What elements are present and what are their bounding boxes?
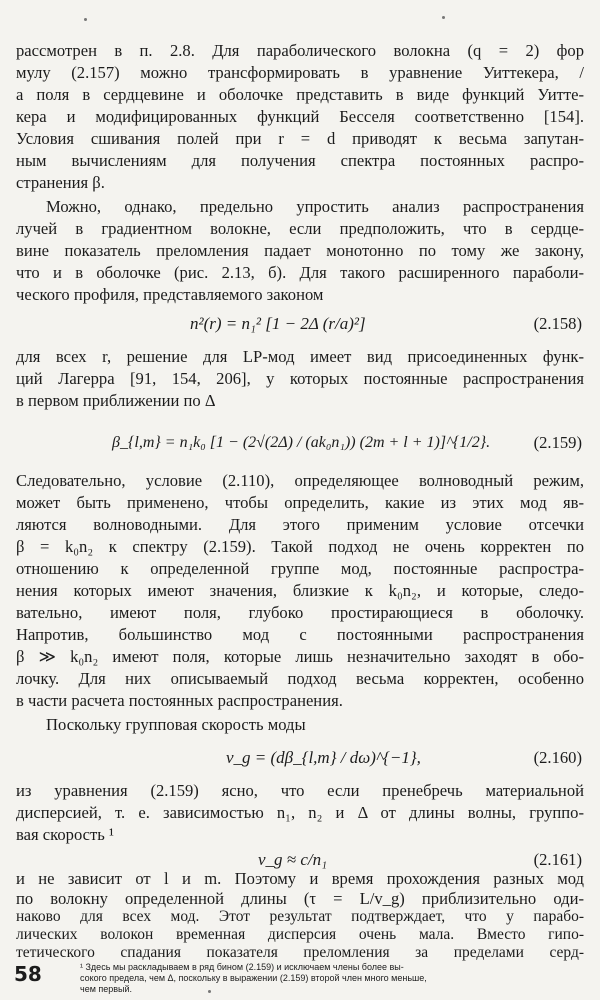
print-speck (442, 16, 445, 19)
text-line: Следовательно, условие (2.110), определяющее волноводный режим, (16, 471, 584, 490)
equation-number: (2.158) (533, 314, 582, 333)
text-line: кера и модифицированных функций Бесселя соответственно [154]. (16, 107, 584, 126)
footnote-line: ¹ Здесь мы раскладываем в ряд бином (2.159) и исключаем члены более вы- (80, 962, 404, 972)
text-line: вая скорость ¹ (16, 825, 114, 844)
print-speck (84, 18, 87, 21)
text-line: дисперсией, т. е. зависимостью n₁, n₂ и Δ от длины волны, группо- (16, 803, 584, 822)
text-line: лучей в градиентном волокне, если предположить, что в сердце- (16, 219, 584, 238)
text-line: может быть применено, чтобы определить, какие из этих мод яв- (16, 493, 584, 512)
text-line: а поля в сердцевине и оболочке представить в виде функций Уитте- (16, 85, 584, 104)
text-line: нения которых имеют значения, близкие к k₀n₂, и которые, следо- (16, 581, 584, 600)
text-line: наково для всех мод. Этот результат подтверждает, что у парабо- (16, 908, 584, 925)
equation-2-161: v_g ≈ c/n₁ (258, 850, 328, 869)
text-line: странения β. (16, 173, 105, 192)
footnote-line: чем первый. (80, 984, 133, 994)
text-line: по волокну определенной длины (τ = L/v_g) приблизительно оди- (16, 889, 584, 908)
text-line: тетического спадания показателя преломления за пределами серд- (16, 944, 584, 961)
print-speck (208, 990, 211, 993)
footnote-line: сокого предела, чем Δ, поскольку в выражении (2.159) второй член много меньше, (80, 973, 427, 983)
text-line: ческого профиля, представляемого законом (16, 285, 324, 304)
text-line: Поскольку групповая скорость моды (46, 715, 306, 734)
text-line: что и в оболочке (рис. 2.13, б). Для такого расширенного параболи- (16, 263, 584, 282)
text-line: вательно, имеют поля, глубоко простирающиеся в оболочку. (16, 603, 584, 622)
text-line: из уравнения (2.159) ясно, что если пренебречь материальной (16, 781, 584, 800)
equation-number: (2.160) (533, 748, 582, 767)
text-line: Напротив, большинство мод с постоянными распространения (16, 625, 584, 644)
text-line: β = k₀n₂ к спектру (2.159). Такой подход не очень корректен по (16, 537, 584, 556)
text-line: для всех r, решение для LP-мод имеет вид присоединенных функ- (16, 347, 584, 366)
equation-number: (2.161) (533, 850, 582, 869)
text-line: вине показатель преломления падает монотонно по тому же закону, (16, 241, 584, 260)
text-line: лочку. Для них описываемый подход весьма корректен, особенно (16, 669, 584, 688)
text-line: Можно, однако, предельно упростить анализ распространения (46, 197, 584, 216)
text-line: ций Лагерра [91, 154, 206], у которых постоянные распространения (16, 369, 584, 388)
text-line: в первом приближении по Δ (16, 391, 216, 410)
text-line: ным вычислениям для получения спектра постоянных распро- (16, 151, 584, 170)
equation-2-159: β_{l,m} = n₁k₀ [1 − (2√(2Δ) / (ak₀n₁)) (2m + l + 1)]^{1/2}. (112, 434, 491, 451)
page-number: 58 (14, 962, 42, 986)
text-line: в части расчета постоянных распространения. (16, 691, 343, 710)
equation-2-160: v_g = (dβ_{l,m} / dω)^{−1}, (226, 748, 421, 767)
text-line: мулу (2.157) можно трансформировать в уравнение Уиттекера, / (16, 63, 584, 82)
text-line: и не зависит от l и m. Поэтому и время прохождения разных мод (16, 869, 584, 888)
text-line: ляются волноводными. Для этого применим условие отсечки (16, 515, 584, 534)
equation-2-158: n²(r) = n₁² [1 − 2Δ (r/a)²] (190, 314, 366, 333)
text-line: отношению к определенной группе мод, постоянные распростра- (16, 559, 584, 578)
text-line: рассмотрен в п. 2.8. Для параболического волокна (q = 2) фор (16, 41, 584, 60)
text-line: Условия сшивания полей при r = d приводят к весьма запутан- (16, 129, 584, 148)
equation-number: (2.159) (533, 433, 582, 452)
text-line: β ≫ k₀n₂ имеют поля, которые лишь незначительно заходят в обо- (16, 647, 584, 666)
text-line: лических волокон временная дисперсия очень мала. Вместо гипо- (16, 926, 584, 943)
